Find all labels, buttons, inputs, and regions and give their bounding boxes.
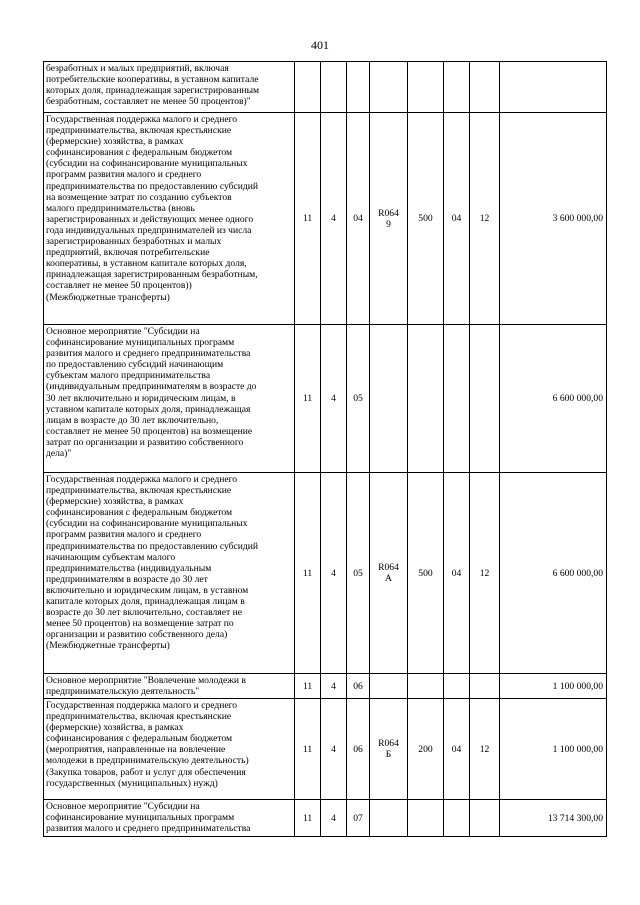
row-description: [44, 699, 295, 800]
description-line: включительно и юридическим лицам, в уставном: [46, 584, 249, 596]
description-line: программ развития малого и среднего: [46, 529, 202, 541]
direction-code-part: А: [385, 573, 392, 584]
table-row: [44, 473, 607, 674]
row-description: [44, 113, 295, 325]
description-line: государственных (муниципальных) нужд): [46, 777, 218, 789]
subprogram-code-cell: 4: [321, 674, 347, 699]
amount-cell: 1 100 000,00: [500, 699, 607, 800]
section-cell: 04: [444, 113, 470, 325]
description-line: предпринимательства (индивидуальным: [46, 562, 212, 574]
description-line: безработных и малых предприятий, включая: [46, 63, 229, 74]
amount-cell: [500, 62, 607, 113]
program-code-cell: 11: [295, 473, 321, 674]
expense-type-cell: [408, 62, 444, 113]
subprogram-code-cell: 4: [321, 800, 347, 837]
description-line: субъектам малого предпринимательства: [46, 370, 211, 382]
amount-cell: 3 600 000,00: [500, 113, 607, 325]
subsection-cell: 12: [470, 699, 500, 800]
description-line: (Закупка товаров, работ и услуг для обеспечения: [46, 766, 246, 778]
direction-code-part: R064: [378, 738, 399, 749]
description-line: зарегистрированных и действующих менее одного: [46, 213, 254, 225]
subsection-cell: [470, 62, 500, 113]
description-line: софинансирования с федеральным бюджетом: [46, 147, 233, 159]
description-line: софинансирование муниципальных программ: [46, 812, 235, 824]
table-row: [44, 699, 607, 800]
description-line: предпринимательства, включая крестьянские: [46, 485, 232, 497]
description-line: предпринимательства по предоставлению субсидий: [46, 540, 259, 552]
description-line: затрат по организации и развитию собственного: [46, 436, 244, 448]
description-line: на возмещение затрат по созданию субъектов: [46, 191, 232, 203]
subprogram-code-cell: 4: [321, 113, 347, 325]
event-code-cell: [347, 62, 370, 113]
section-cell: 04: [444, 473, 470, 674]
event-code-cell: 06: [347, 674, 370, 699]
subsection-cell: 12: [470, 113, 500, 325]
amount-cell: 6 600 000,00: [500, 325, 607, 473]
table-row: [44, 674, 607, 699]
subprogram-code-cell: 4: [321, 325, 347, 473]
direction-code-part: R064: [378, 207, 399, 219]
row-description: [44, 674, 295, 699]
direction-code-cell: [370, 699, 408, 800]
description-line: которых доля, принадлежащая зарегистрированным: [46, 85, 260, 97]
table-row: [44, 113, 607, 325]
description-line: предпринимательства, включая крестьянские: [46, 125, 232, 137]
subsection-cell: 12: [470, 473, 500, 674]
subsection-cell: [470, 674, 500, 699]
description-line: Государственная поддержка малого и среднего: [46, 114, 238, 125]
table-row: [44, 62, 607, 113]
expense-type-cell: 500: [408, 473, 444, 674]
row-description: [44, 325, 295, 473]
description-line: дела)": [46, 448, 72, 460]
table-row: [44, 800, 607, 837]
description-line: предпринимательства по предоставлению субсидий: [46, 180, 259, 192]
description-line: развития малого и среднего предпринимательства: [46, 348, 251, 360]
description-line: потребительские кооперативы, в уставном капитале: [46, 74, 259, 86]
description-line: предпринимательства, включая крестьянские: [46, 711, 232, 723]
subsection-cell: [470, 325, 500, 473]
direction-code-part: R064: [378, 562, 399, 573]
description-line: предпринимателям в возрасте до 30 лет: [46, 573, 208, 585]
event-code-cell: 05: [347, 325, 370, 473]
description-line: возрасте до 30 лет включительно, составляет не: [46, 607, 242, 619]
direction-code-cell: [370, 674, 408, 699]
section-cell: [444, 800, 470, 837]
direction-code-part: 9: [386, 218, 391, 230]
description-line: софинансирование муниципальных программ: [46, 337, 235, 349]
subprogram-code-cell: 4: [321, 473, 347, 674]
expense-type-cell: [408, 325, 444, 473]
description-line: (фермерские) хозяйства, в рамках: [46, 136, 184, 148]
section-cell: [444, 62, 470, 113]
description-line: составляет не менее 50 процентов)): [46, 280, 192, 292]
direction-code-cell: [370, 473, 408, 674]
budget-table: [43, 61, 607, 837]
description-line: кооперативы, в уставном капитале которых доля,: [46, 258, 247, 270]
description-line: лицам в возрасте до 30 лет включительно,: [46, 414, 219, 426]
direction-code-cell: [370, 113, 408, 325]
description-line: (мероприятия, направленные на вовлечение: [46, 744, 226, 756]
description-line: уставном капитале которых доля, принадлежащая: [46, 403, 251, 415]
expense-type-cell: 500: [408, 113, 444, 325]
direction-code-cell: [370, 325, 408, 473]
description-line: софинансирования с федеральным бюджетом: [46, 507, 233, 519]
expense-type-cell: 200: [408, 699, 444, 800]
program-code-cell: [295, 62, 321, 113]
program-code-cell: 11: [295, 699, 321, 800]
direction-code-cell: [370, 800, 408, 837]
description-line: предпринимательскую деятельность": [46, 686, 200, 698]
description-line: предприятий, включая потребительские: [46, 247, 210, 259]
page-number: 401: [311, 38, 329, 52]
section-cell: [444, 674, 470, 699]
description-line: капитале которых доля, принадлежащая лицам в: [46, 596, 245, 608]
description-line: составляет не менее 50 процентов) на возмещение: [46, 425, 253, 437]
row-description: [44, 62, 295, 113]
direction-code-cell: [370, 62, 408, 113]
event-code-cell: 06: [347, 699, 370, 800]
expense-type-cell: [408, 800, 444, 837]
description-line: программ развития малого и среднего: [46, 169, 202, 181]
description-line: софинансирования с федеральным бюджетом: [46, 733, 233, 745]
program-code-cell: 11: [295, 325, 321, 473]
program-code-cell: 11: [295, 674, 321, 699]
description-line: (Межбюджетные трансферты): [46, 291, 170, 303]
section-cell: [444, 325, 470, 473]
description-line: 30 лет включительно и юридическим лицам, в: [46, 392, 236, 404]
description-line: организации и развитию собственного дела): [46, 629, 228, 641]
program-code-cell: 11: [295, 800, 321, 837]
description-line: по предоставлению субсидий начинающим: [46, 359, 224, 371]
description-line: года индивидуальных предпринимателей из числа: [46, 224, 252, 236]
description-line: Основное мероприятие "Субсидии на: [46, 801, 200, 812]
subprogram-code-cell: 4: [321, 699, 347, 800]
event-code-cell: 07: [347, 800, 370, 837]
description-line: принадлежащая зарегистрированным безработным,: [46, 269, 258, 281]
amount-cell: 1 100 000,00: [500, 674, 607, 699]
event-code-cell: 05: [347, 473, 370, 674]
description-line: (фермерские) хозяйства, в рамках: [46, 496, 184, 508]
description-line: малого предпринимательства (вновь: [46, 202, 195, 214]
description-line: (субсидии на софинансирование муниципальных: [46, 158, 248, 170]
row-description: [44, 473, 295, 674]
table-row: [44, 325, 607, 473]
description-line: молодежи в предпринимательскую деятельность): [46, 755, 249, 767]
row-description: [44, 800, 295, 837]
description-line: Основное мероприятие "Субсидии на: [46, 326, 200, 337]
description-line: менее 50 процентов) на возмещение затрат по: [46, 618, 234, 630]
description-line: Основное мероприятие "Вовлечение молодежи в: [46, 675, 246, 686]
subprogram-code-cell: [321, 62, 347, 113]
direction-code-part: Б: [385, 749, 392, 760]
amount-cell: 6 600 000,00: [500, 473, 607, 674]
description-line: Государственная поддержка малого и среднего: [46, 474, 238, 485]
section-cell: 04: [444, 699, 470, 800]
description-line: (индивидуальным предпринимателям в возрасте до: [46, 381, 257, 393]
description-line: зарегистрированных безработных и малых: [46, 236, 222, 248]
description-line: развития малого и среднего предпринимательства: [46, 823, 251, 835]
description-line: (фермерские) хозяйства, в рамках: [46, 722, 184, 734]
description-line: (субсидии на софинансирование муниципальных: [46, 518, 248, 530]
program-code-cell: 11: [295, 113, 321, 325]
expense-type-cell: [408, 674, 444, 699]
description-line: Государственная поддержка малого и среднего: [46, 700, 238, 711]
event-code-cell: 04: [347, 113, 370, 325]
description-line: (Межбюджетные трансферты): [46, 640, 170, 652]
amount-cell: 13 714 300,00: [500, 800, 607, 837]
description-line: начинающим субъектам малого: [46, 551, 176, 563]
subsection-cell: [470, 800, 500, 837]
description-line: безработным, составляет не менее 50 процентов)": [46, 96, 251, 108]
